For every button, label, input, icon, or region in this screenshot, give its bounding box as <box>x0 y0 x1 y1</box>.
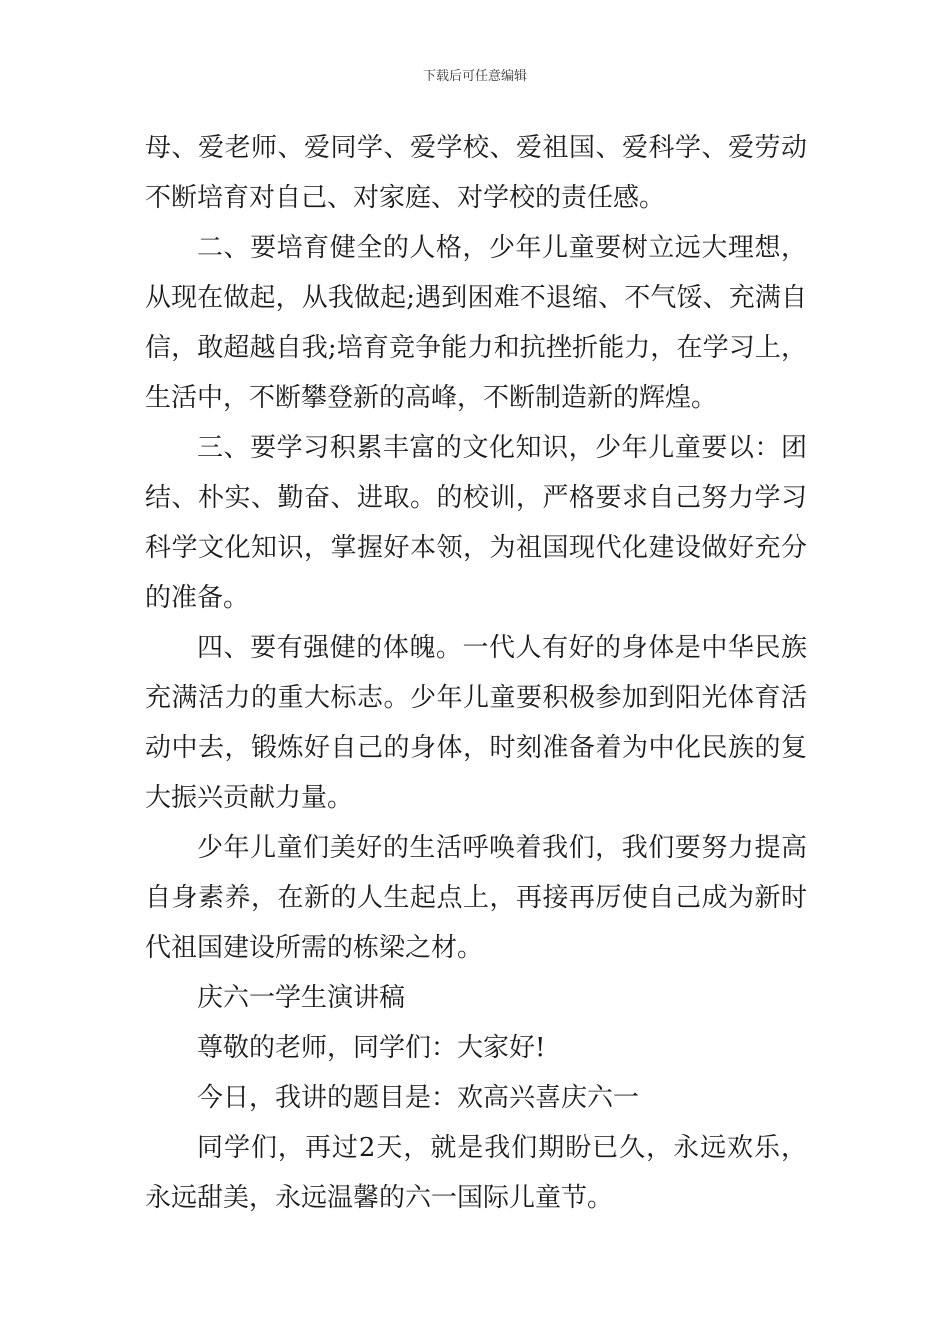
page-header-note: 下载后可任意编辑 <box>422 69 527 84</box>
paragraph-1: 母、爱老师、爱同学、爱学校、爱祖国、爱科学、爱劳动不断培育对自己、对家庭、对学校的责任感。 <box>145 133 807 213</box>
paragraph-4: 四、要有强健的体魄。一代人有好的身体是中华民族充满活力的重大标志。少年儿童要积极参加到阳光体育活动中去，锻炼好自己的身体，时刻准备着为中化民族的复大振兴贡献力量。 <box>145 633 807 813</box>
speech-title: 庆六一学生演讲稿 <box>197 983 406 1013</box>
document-body <box>145 123 807 1223</box>
paragraph-2: 二、要培育健全的人格，少年儿童要树立远大理想，从现在做起，从我做起;遇到困难不退缩、不气馁、充满自信，敢超越自我;培育竞争能力和抗挫折能力，在学习上，生活中，不断攀登新的高峰，不断制造新的辉煌。 <box>145 233 807 413</box>
topic-line: 今日，我讲的题目是：欢高兴喜庆六一 <box>197 1083 640 1113</box>
paragraph-9: 同学们，再过2天，就是我们期盼已久，永远欢乐，永远甜美，永远温馨的六一国际儿童节。 <box>145 1133 807 1213</box>
paragraph-3: 三、要学习积累丰富的文化知识，少年儿童要以：团结、朴实、勤奋、进取。的校训，严格要求自己努力学习科学文化知识，掌握好本领，为祖国现代化建设做好充分的准备。 <box>145 433 807 613</box>
greeting: 尊敬的老师，同学们：大家好! <box>197 1033 546 1063</box>
paragraph-5: 少年儿童们美好的生活呼唤着我们，我们要努力提高自身素养，在新的人生起点上，再接再厉使自己成为新时代祖国建设所需的栋梁之材。 <box>145 833 807 963</box>
